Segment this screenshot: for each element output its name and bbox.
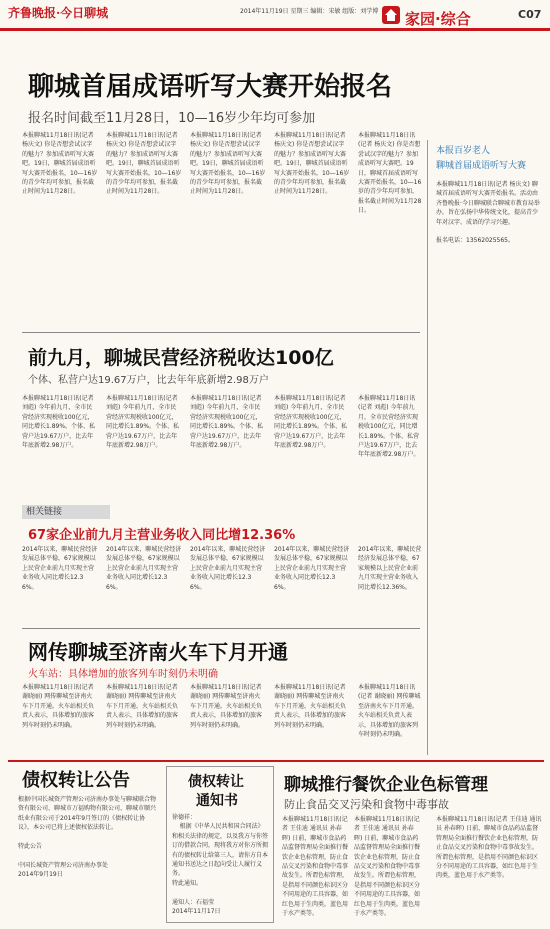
newspaper-logo: 齐鲁晚报·今日聊城 <box>8 6 109 20</box>
related-body-col5: 2014年以来，聊城民营经济发展总体平稳，67家规模以上民营企业前九月实现主营业务收入同比增长12.36%。 <box>358 546 422 591</box>
notice2-title-1: 债权转让 <box>188 774 244 790</box>
article1-body-col2: 本报聊城11月18日讯(记者 杨庆文) 你是否想尝试汉字的魅力？参加成语听写大赛吧。19日，聊城首届成语听写大赛开始报名，10—16岁的青少年均可参加，报名截止时间为11月28日。 <box>106 132 182 196</box>
article2-body-col1: 本报聊城11月18日讯(记者 刘彪) 今年前九月，全市民营经济实现税收100亿元，同比增长1.89%。个体、私营户达19.67万户，比去年年底新增2.98万户。 <box>22 395 96 450</box>
article1-subtitle: 报名时间截至11月28日，10—16岁少年均可参加 <box>28 111 316 126</box>
sidebar-title-1: 本报百岁老人 <box>436 146 491 156</box>
article1-body-col1: 本报聊城11月18日讯(记者 杨庆文) 你是否想尝试汉字的魅力？参加成语听写大赛吧。19日，聊城首届成语听写大赛开始报名，10—16岁的青少年均可参加，报名截止时间为11月28日。 <box>22 132 98 196</box>
section-house-icon <box>382 6 400 24</box>
article3-body-col2: 本报聊城11月18日讯(记者 谢晓丽) 网传聊城至济南火车下月开通。火车站相关负责人表示，具体增加的旅客列车时刻仍未明确。 <box>106 684 180 729</box>
sidebar-divider <box>427 140 428 755</box>
issue-info: 2014年11月19日 星期三 编辑：宋敏 组版：刘学博 <box>240 8 379 15</box>
article1-body-col5: 本报聊城11月18日讯(记者 杨庆文) 你是否想尝试汉字的魅力？参加成语听写大赛吧。19日，聊城首届成语听写大赛开始报名，10—16岁的青少年均可参加，报名截止时间为11月28日。 <box>358 132 422 215</box>
article4-subtitle: 防止食品交叉污染和食物中毒事故 <box>284 798 449 811</box>
related-body-col2: 2014年以来，聊城民营经济发展总体平稳，67家规模以上民营企业前九月实现主营业务收入同比增长12.36%。 <box>106 546 182 591</box>
article3-subtitle: 火车站：具体增加的旅客列车时刻仍未明确 <box>28 669 218 680</box>
divider <box>22 332 420 333</box>
notice2-body: 徐德祥： 根据《中华人民共和国合同法》和相关法律的规定，以及我方与你签订的借款合同，现将我方对你方所拥有的债权转让给第三人，请你方自本通知书送达之日起向受让人履行义务。 特此通知。 通知人：石福莹 2014年11月17日 <box>172 814 268 916</box>
article4-body-col3: 本报聊城11月18日讯(记者 王佳迪 通讯员 孙春晖) 日前，聊城市食品药品监督管理局全面推行餐饮企业色标管理，防止食品交叉污染和食物中毒事故发生。所谓色标管理，是指用不同颜色标识区分不同用途的工具容器，如红色用于生肉类，蓝色用于水产类等。 <box>436 816 542 880</box>
masthead-rule <box>0 28 550 31</box>
article1-body-col3: 本报聊城11月18日讯(记者 杨庆文) 你是否想尝试汉字的魅力？参加成语听写大赛吧。19日，聊城首届成语听写大赛开始报名，10—16岁的青少年均可参加，报名截止时间为11月28日。 <box>190 132 266 196</box>
section-title: 家园·综合 <box>405 10 471 28</box>
article2-body-col5: 本报聊城11月18日讯(记者 刘彪) 今年前九月，全市民营经济实现税收100亿元，同比增长1.89%。个体、私营户达19.67万户，比去年年底新增2.98万户。 <box>358 395 420 459</box>
related-body-col1: 2014年以来，聊城民营经济发展总体平稳，67家规模以上民营企业前九月实现主营业务收入同比增长12.36%。 <box>22 546 98 591</box>
article3-title: 网传聊城至济南火车下月开通 <box>28 640 288 664</box>
masthead <box>0 0 550 36</box>
article3-body-col3: 本报聊城11月18日讯(记者 谢晓丽) 网传聊城至济南火车下月开通。火车站相关负责人表示，具体增加的旅客列车时刻仍未明确。 <box>190 684 264 729</box>
article3-body-col1: 本报聊城11月18日讯(记者 谢晓丽) 网传聊城至济南火车下月开通。火车站相关负责人表示，具体增加的旅客列车时刻仍未明确。 <box>22 684 96 729</box>
article3-body-col5: 本报聊城11月18日讯(记者 谢晓丽) 网传聊城至济南火车下月开通。火车站相关负责人表示，具体增加的旅客列车时刻仍未明确。 <box>358 684 421 739</box>
related-tag: 相关链接 <box>22 505 110 519</box>
sidebar-body: 本报聊城11月18日讯(记者 杨庆文) 聊城首届成语听写大赛开始报名。活动由齐鲁晚报·今日聊城联合聊城市教育局举办，旨在弘扬中华传统文化，提高青少年对汉字、成语的学习兴趣。 报名电话：13562025565。 <box>436 181 540 245</box>
article1-title: 聊城首届成语听写大赛开始报名 <box>28 72 393 102</box>
related-body-col3: 2014年以来，聊城民营经济发展总体平稳，67家规模以上民营企业前九月实现主营业务收入同比增长12.36%。 <box>190 546 266 591</box>
article2-subtitle: 个体、私营户达19.67万户，比去年年底新增2.98万户 <box>28 375 269 386</box>
article2-body-col2: 本报聊城11月18日讯(记者 刘彪) 今年前九月，全市民营经济实现税收100亿元，同比增长1.89%。个体、私营户达19.67万户，比去年年底新增2.98万户。 <box>106 395 180 450</box>
article4-body-col2: 本报聊城11月18日讯(记者 王佳迪 通讯员 孙春晖) 日前，聊城市食品药品监督管理局全面推行餐饮企业色标管理，防止食品交叉污染和食物中毒事故发生。所谓色标管理，是指用不同颜色标识区分不同用途的工具容器，如红色用于生肉类，蓝色用于水产类等。 <box>354 816 420 918</box>
sidebar-title-2: 聊城首届成语听写大赛 <box>436 161 527 171</box>
related-title: 67家企业前九月主营业务收入同比增12.36% <box>28 528 296 543</box>
article2-body-col3: 本报聊城11月18日讯(记者 刘彪) 今年前九月，全市民营经济实现税收100亿元，同比增长1.89%。个体、私营户达19.67万户，比去年年底新增2.98万户。 <box>190 395 264 450</box>
bottom-rule <box>8 760 544 762</box>
article4-body-col1: 本报聊城11月18日讯(记者 王佳迪 通讯员 孙春晖) 日前，聊城市食品药品监督管理局全面推行餐饮企业色标管理，防止食品交叉污染和食物中毒事故发生。所谓色标管理，是指用不同颜色标识区分不同用途的工具容器，如红色用于生肉类，蓝色用于水产类等。 <box>282 816 348 918</box>
notice1-title: 债权转让公告 <box>22 770 130 791</box>
article1-body-col4: 本报聊城11月18日讯(记者 杨庆文) 你是否想尝试汉字的魅力？参加成语听写大赛吧。19日，聊城首届成语听写大赛开始报名，10—16岁的青少年均可参加，报名截止时间为11月28日。 <box>274 132 350 196</box>
article3-body-col4: 本报聊城11月18日讯(记者 谢晓丽) 网传聊城至济南火车下月开通。火车站相关负责人表示，具体增加的旅客列车时刻仍未明确。 <box>274 684 348 729</box>
page-number: C07 <box>518 8 542 21</box>
article2-body-col4: 本报聊城11月18日讯(记者 刘彪) 今年前九月，全市民营经济实现税收100亿元，同比增长1.89%。个体、私营户达19.67万户，比去年年底新增2.98万户。 <box>274 395 348 450</box>
notice1-body: 根据中国长城资产管理公司济南办事处与聊城联合物资有限公司、聊城市万福购物有限公司、聊城市顺兴纸业有限公司于2014年9月签订的《债权转让协议》，本公司已将上述债权依法转让。 特此公告 中国长城资产管理公司济南办事处 2014年9月19日 <box>18 796 157 879</box>
article2-title: 前九月，聊城民营经济税收达100亿 <box>28 347 334 369</box>
divider <box>22 628 420 629</box>
notice2-title-2: 通知书 <box>196 793 238 809</box>
article4-title: 聊城推行餐饮企业色标管理 <box>284 775 488 795</box>
related-body-col4: 2014年以来，聊城民营经济发展总体平稳，67家规模以上民营企业前九月实现主营业务收入同比增长12.36%。 <box>274 546 350 591</box>
